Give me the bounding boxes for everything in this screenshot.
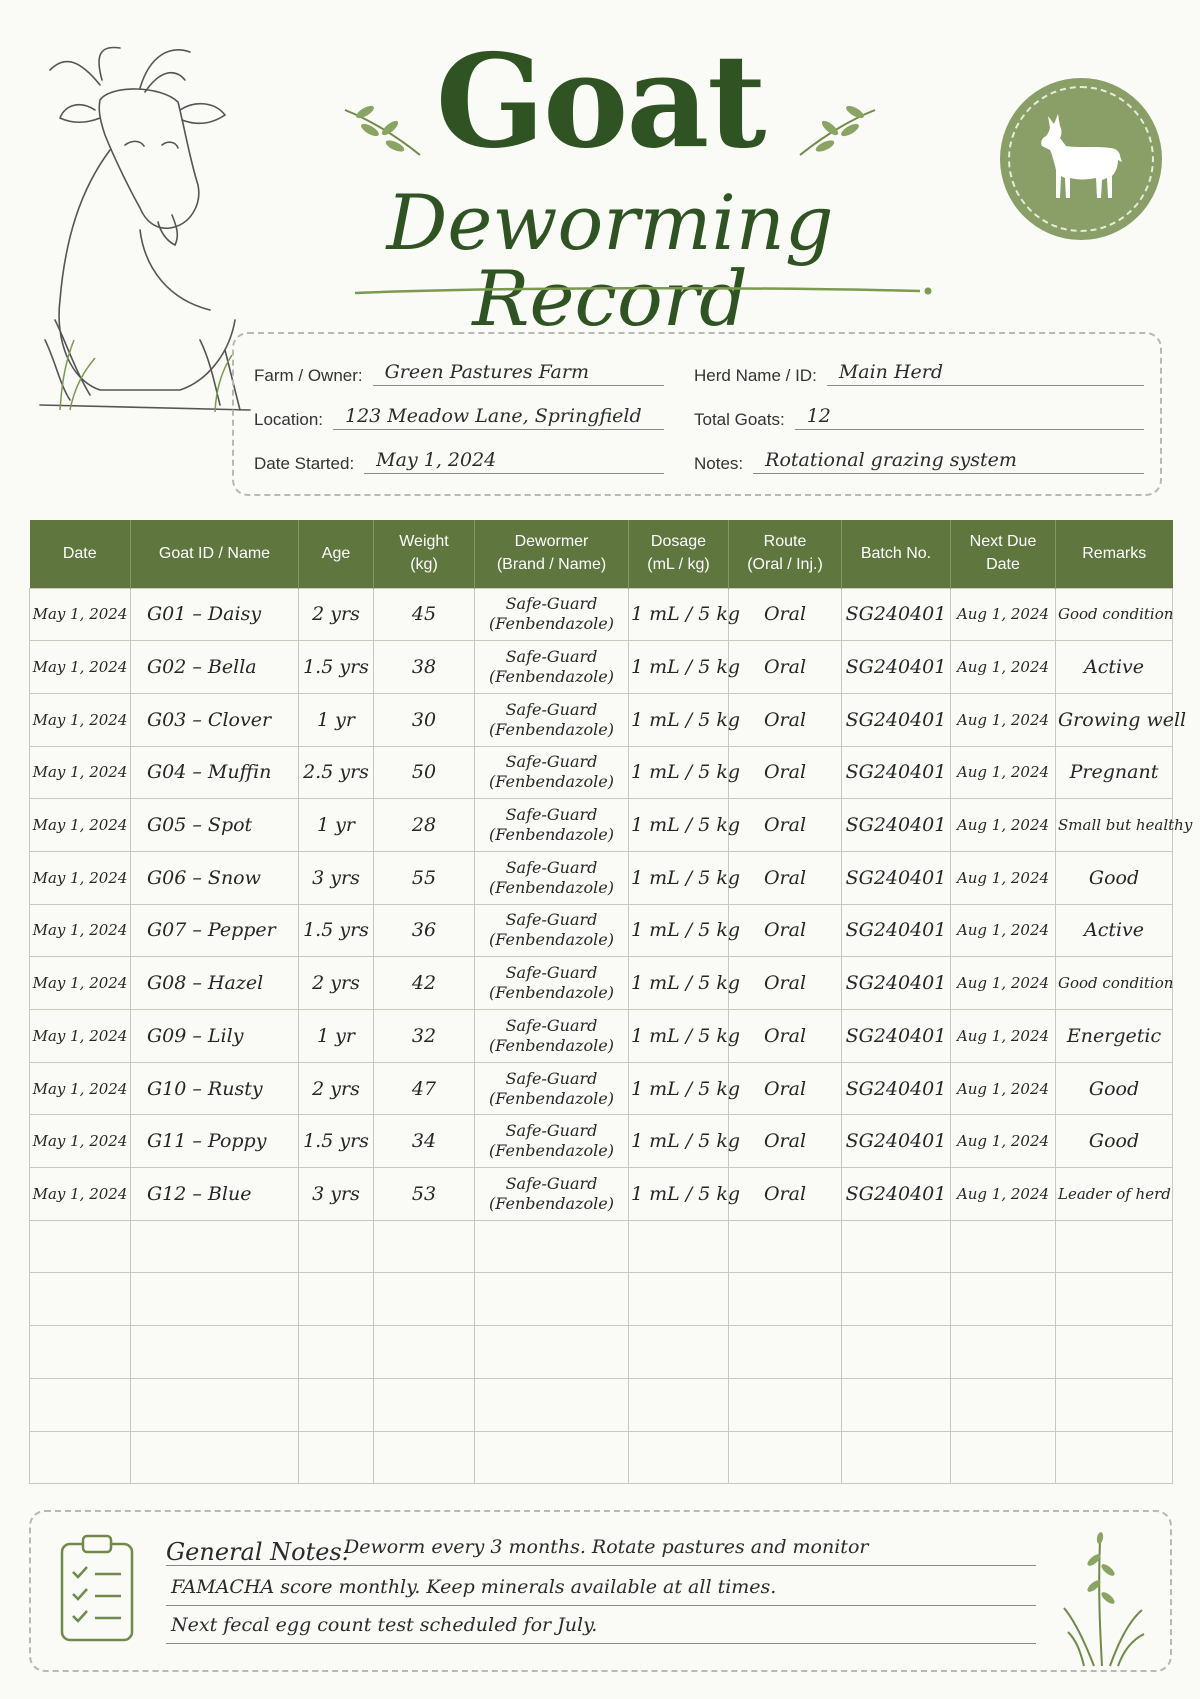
empty-table-row: [30, 1378, 1173, 1431]
cell-date[interactable]: May 1, 2024: [30, 851, 131, 904]
cell-route[interactable]: Oral: [729, 1062, 842, 1115]
cell-next-due[interactable]: Aug 1, 2024: [951, 1168, 1056, 1221]
empty-cell[interactable]: [299, 1326, 374, 1379]
cell-route[interactable]: Oral: [729, 799, 842, 852]
empty-cell[interactable]: [729, 1273, 842, 1326]
cell-dosage[interactable]: 1 mL / 5 kg: [629, 1115, 729, 1168]
cell-dewormer[interactable]: Safe-Guard (Fenbendazole): [475, 957, 629, 1010]
cell-weight[interactable]: 55: [374, 851, 475, 904]
column-header-batch: Batch No.: [842, 520, 951, 588]
table-row: [30, 746, 1173, 799]
date-started-label: Date Started:: [254, 454, 355, 473]
empty-cell[interactable]: [374, 1220, 475, 1273]
table-row: [30, 957, 1173, 1010]
empty-cell[interactable]: [131, 1431, 299, 1484]
empty-cell[interactable]: [374, 1326, 475, 1379]
empty-cell[interactable]: [299, 1378, 374, 1431]
farm-owner-label: Farm / Owner:: [254, 366, 363, 385]
cell-batch[interactable]: SG240401: [842, 693, 951, 746]
empty-cell[interactable]: [475, 1220, 629, 1273]
table-row: [30, 799, 1173, 852]
total-goats-value[interactable]: 12: [795, 405, 1144, 430]
cell-date[interactable]: May 1, 2024: [30, 693, 131, 746]
cell-next-due[interactable]: Aug 1, 2024: [951, 1115, 1056, 1168]
cell-weight[interactable]: 28: [374, 799, 475, 852]
cell-remarks[interactable]: Energetic: [1056, 1010, 1173, 1063]
general-notes-line-2[interactable]: FAMACHA score monthly. Keep minerals available at all times.: [166, 1576, 1036, 1606]
cell-dosage[interactable]: 1 mL / 5 kg: [629, 746, 729, 799]
empty-cell[interactable]: [475, 1326, 629, 1379]
cell-dewormer[interactable]: Safe-Guard (Fenbendazole): [475, 1115, 629, 1168]
cell-batch[interactable]: SG240401: [842, 799, 951, 852]
empty-cell[interactable]: [1056, 1220, 1173, 1273]
cell-next-due[interactable]: Aug 1, 2024: [951, 588, 1056, 641]
general-notes-label: General Notes:: [166, 1538, 350, 1566]
empty-cell[interactable]: [475, 1378, 629, 1431]
empty-cell[interactable]: [629, 1220, 729, 1273]
empty-table-row: [30, 1326, 1173, 1379]
cell-age[interactable]: 2 yrs: [299, 957, 374, 1010]
cell-remarks[interactable]: Leader of herd: [1056, 1168, 1173, 1221]
cell-dewormer[interactable]: Safe-Guard (Fenbendazole): [475, 641, 629, 694]
location-value[interactable]: 123 Meadow Lane, Springfield: [333, 405, 664, 430]
cell-age[interactable]: 1 yr: [299, 693, 374, 746]
cell-weight[interactable]: 32: [374, 1010, 475, 1063]
cell-weight[interactable]: 34: [374, 1115, 475, 1168]
cell-dosage[interactable]: 1 mL / 5 kg: [629, 851, 729, 904]
location-label: Location:: [254, 410, 323, 429]
table-body: [30, 588, 1193, 1484]
column-header-age: Age: [299, 520, 374, 588]
empty-cell[interactable]: [729, 1431, 842, 1484]
cell-batch[interactable]: SG240401: [842, 746, 951, 799]
empty-cell[interactable]: [951, 1273, 1056, 1326]
table-row: [30, 1168, 1173, 1221]
cell-route[interactable]: Oral: [729, 904, 842, 957]
column-header-date: Date: [30, 520, 131, 588]
table-row: [30, 1010, 1173, 1063]
cell-date[interactable]: May 1, 2024: [30, 904, 131, 957]
cell-age[interactable]: 3 yrs: [299, 1168, 374, 1221]
empty-cell[interactable]: [131, 1326, 299, 1379]
cell-date[interactable]: May 1, 2024: [30, 1168, 131, 1221]
cell-next-due[interactable]: Aug 1, 2024: [951, 957, 1056, 1010]
cell-date[interactable]: May 1, 2024: [30, 588, 131, 641]
column-header-next-due: Next Due Date: [951, 520, 1056, 588]
cell-dewormer[interactable]: Safe-Guard (Fenbendazole): [475, 1010, 629, 1063]
cell-age[interactable]: 1.5 yrs: [299, 904, 374, 957]
cell-remarks[interactable]: Active: [1056, 904, 1173, 957]
cell-dosage[interactable]: 1 mL / 5 kg: [629, 957, 729, 1010]
cell-dosage[interactable]: 1 mL / 5 kg: [629, 588, 729, 641]
cell-weight[interactable]: 47: [374, 1062, 475, 1115]
clipboard-checklist-icon: [57, 1532, 137, 1644]
empty-cell[interactable]: [30, 1273, 131, 1326]
cell-batch[interactable]: SG240401: [842, 1168, 951, 1221]
cell-dewormer[interactable]: Safe-Guard (Fenbendazole): [475, 588, 629, 641]
empty-cell[interactable]: [629, 1431, 729, 1484]
cell-remarks[interactable]: Growing well: [1056, 693, 1173, 746]
cell-goat-id[interactable]: G02 – Bella: [131, 641, 299, 694]
cell-next-due[interactable]: Aug 1, 2024: [951, 851, 1056, 904]
empty-cell[interactable]: [629, 1326, 729, 1379]
cell-remarks[interactable]: Pregnant: [1056, 746, 1173, 799]
cell-dosage[interactable]: 1 mL / 5 kg: [629, 1168, 729, 1221]
cell-next-due[interactable]: Aug 1, 2024: [951, 1062, 1056, 1115]
empty-cell[interactable]: [475, 1273, 629, 1326]
cell-age[interactable]: 2.5 yrs: [299, 746, 374, 799]
cell-next-due[interactable]: Aug 1, 2024: [951, 904, 1056, 957]
cell-remarks[interactable]: Good: [1056, 851, 1173, 904]
page-subtitle: Deworming Record: [386, 178, 834, 343]
cell-date[interactable]: May 1, 2024: [30, 1010, 131, 1063]
empty-cell[interactable]: [30, 1378, 131, 1431]
table-header-row: [30, 520, 1173, 588]
empty-table-row: [30, 1220, 1173, 1273]
cell-date[interactable]: May 1, 2024: [30, 1062, 131, 1115]
cell-route[interactable]: Oral: [729, 1168, 842, 1221]
cell-dosage[interactable]: 1 mL / 5 kg: [629, 1010, 729, 1063]
empty-cell[interactable]: [842, 1273, 951, 1326]
cell-route[interactable]: Oral: [729, 641, 842, 694]
general-notes-line-1[interactable]: Deworm every 3 months. Rotate pastures and monitor: [166, 1536, 1036, 1566]
empty-cell[interactable]: [131, 1273, 299, 1326]
column-header-dosage: Dosage (mL / kg): [629, 520, 729, 588]
cell-route[interactable]: Oral: [729, 746, 842, 799]
cell-weight[interactable]: 45: [374, 588, 475, 641]
empty-cell[interactable]: [131, 1220, 299, 1273]
cell-age[interactable]: 1.5 yrs: [299, 1115, 374, 1168]
goat-silhouette-icon: [1028, 106, 1134, 212]
cell-age[interactable]: 1.5 yrs: [299, 641, 374, 694]
empty-cell[interactable]: [842, 1378, 951, 1431]
empty-cell[interactable]: [475, 1431, 629, 1484]
location-field: [254, 400, 664, 430]
herd-name-value[interactable]: Main Herd: [827, 361, 1144, 386]
empty-cell[interactable]: [299, 1431, 374, 1484]
cell-weight[interactable]: 38: [374, 641, 475, 694]
empty-cell[interactable]: [131, 1378, 299, 1431]
cell-weight[interactable]: 42: [374, 957, 475, 1010]
cell-next-due[interactable]: Aug 1, 2024: [951, 1010, 1056, 1063]
herd-name-field: [694, 356, 1144, 386]
notes-field: [694, 444, 1144, 474]
empty-cell[interactable]: [30, 1326, 131, 1379]
general-notes-panel: [29, 1510, 1172, 1672]
table-row: [30, 1115, 1173, 1168]
cell-next-due[interactable]: Aug 1, 2024: [951, 641, 1056, 694]
cell-weight[interactable]: 30: [374, 693, 475, 746]
cell-age[interactable]: 2 yrs: [299, 1062, 374, 1115]
column-header-weight: Weight (kg): [374, 520, 475, 588]
cell-age[interactable]: 2 yrs: [299, 588, 374, 641]
date-started-value[interactable]: May 1, 2024: [364, 449, 664, 474]
cell-age[interactable]: 1 yr: [299, 799, 374, 852]
cell-goat-id[interactable]: G10 – Rusty: [131, 1062, 299, 1115]
date-started-field: [254, 444, 664, 474]
cell-remarks[interactable]: Small but healthy: [1056, 799, 1173, 852]
cell-age[interactable]: 1 yr: [299, 1010, 374, 1063]
cell-batch[interactable]: SG240401: [842, 1115, 951, 1168]
deworming-table: [29, 520, 1193, 1484]
farm-owner-field: [254, 356, 664, 386]
cell-remarks[interactable]: Good condition: [1056, 957, 1173, 1010]
table-row: [30, 693, 1173, 746]
cell-weight[interactable]: 50: [374, 746, 475, 799]
cell-age[interactable]: 3 yrs: [299, 851, 374, 904]
cell-batch[interactable]: SG240401: [842, 588, 951, 641]
empty-cell[interactable]: [299, 1220, 374, 1273]
farm-owner-value[interactable]: Green Pastures Farm: [373, 361, 664, 386]
cell-goat-id[interactable]: G07 – Pepper: [131, 904, 299, 957]
cell-dosage[interactable]: 1 mL / 5 kg: [629, 641, 729, 694]
empty-cell[interactable]: [842, 1326, 951, 1379]
cell-next-due[interactable]: Aug 1, 2024: [951, 799, 1056, 852]
cell-goat-id[interactable]: G03 – Clover: [131, 693, 299, 746]
cell-dewormer[interactable]: Safe-Guard (Fenbendazole): [475, 1062, 629, 1115]
notes-value[interactable]: Rotational grazing system: [753, 449, 1144, 474]
empty-cell[interactable]: [374, 1273, 475, 1326]
herd-name-label: Herd Name / ID:: [694, 366, 817, 385]
empty-cell[interactable]: [951, 1326, 1056, 1379]
cell-goat-id[interactable]: G12 – Blue: [131, 1168, 299, 1221]
empty-cell[interactable]: [374, 1378, 475, 1431]
cell-dewormer[interactable]: Safe-Guard (Fenbendazole): [475, 1168, 629, 1221]
cell-batch[interactable]: SG240401: [842, 904, 951, 957]
cell-dosage[interactable]: 1 mL / 5 kg: [629, 1062, 729, 1115]
cell-next-due[interactable]: Aug 1, 2024: [951, 693, 1056, 746]
empty-cell[interactable]: [1056, 1326, 1173, 1379]
cell-route[interactable]: Oral: [729, 588, 842, 641]
title-underline: [355, 285, 935, 297]
cell-remarks[interactable]: Good condition: [1056, 588, 1173, 641]
cell-goat-id[interactable]: G04 – Muffin: [131, 746, 299, 799]
cell-batch[interactable]: SG240401: [842, 1010, 951, 1063]
cell-route[interactable]: Oral: [729, 1010, 842, 1063]
farm-info-panel: [232, 332, 1162, 496]
cell-goat-id[interactable]: G05 – Spot: [131, 799, 299, 852]
cell-route[interactable]: Oral: [729, 957, 842, 1010]
cell-route[interactable]: Oral: [729, 851, 842, 904]
cell-dewormer[interactable]: Safe-Guard (Fenbendazole): [475, 851, 629, 904]
cell-weight[interactable]: 36: [374, 904, 475, 957]
empty-cell[interactable]: [1056, 1378, 1173, 1431]
cell-next-due[interactable]: Aug 1, 2024: [951, 746, 1056, 799]
notes-label: Notes:: [694, 454, 744, 473]
cell-remarks[interactable]: Good: [1056, 1062, 1173, 1115]
cell-date[interactable]: May 1, 2024: [30, 1115, 131, 1168]
cell-batch[interactable]: SG240401: [842, 1062, 951, 1115]
cell-batch[interactable]: SG240401: [842, 641, 951, 694]
cell-dosage[interactable]: 1 mL / 5 kg: [629, 799, 729, 852]
empty-cell[interactable]: [374, 1431, 475, 1484]
empty-cell[interactable]: [951, 1431, 1056, 1484]
cell-date[interactable]: May 1, 2024: [30, 799, 131, 852]
column-header-dewormer: Dewormer (Brand / Name): [475, 520, 629, 588]
cell-dewormer[interactable]: Safe-Guard (Fenbendazole): [475, 799, 629, 852]
empty-cell[interactable]: [951, 1220, 1056, 1273]
total-goats-label: Total Goats:: [694, 410, 785, 429]
cell-goat-id[interactable]: G08 – Hazel: [131, 957, 299, 1010]
empty-cell[interactable]: [629, 1273, 729, 1326]
cell-dosage[interactable]: 1 mL / 5 kg: [629, 693, 729, 746]
goat-badge: [1000, 78, 1162, 240]
column-header-remarks: Remarks: [1056, 520, 1173, 588]
cell-date[interactable]: May 1, 2024: [30, 957, 131, 1010]
table-row: [30, 851, 1173, 904]
cell-dewormer[interactable]: Safe-Guard (Fenbendazole): [475, 746, 629, 799]
empty-cell[interactable]: [1056, 1431, 1173, 1484]
cell-goat-id[interactable]: G01 – Daisy: [131, 588, 299, 641]
table-row: [30, 1062, 1173, 1115]
cell-remarks[interactable]: Good: [1056, 1115, 1173, 1168]
cell-dosage[interactable]: 1 mL / 5 kg: [629, 904, 729, 957]
empty-table-row: [30, 1431, 1173, 1484]
grass-icon: [1054, 1520, 1150, 1666]
total-goats-field: [694, 400, 1144, 430]
cell-goat-id[interactable]: G11 – Poppy: [131, 1115, 299, 1168]
cell-dewormer[interactable]: Safe-Guard (Fenbendazole): [475, 693, 629, 746]
cell-goat-id[interactable]: G06 – Snow: [131, 851, 299, 904]
empty-cell[interactable]: [729, 1326, 842, 1379]
table-row: [30, 588, 1173, 641]
cell-route[interactable]: Oral: [729, 1115, 842, 1168]
empty-cell[interactable]: [951, 1378, 1056, 1431]
empty-cell[interactable]: [842, 1220, 951, 1273]
empty-cell[interactable]: [729, 1378, 842, 1431]
empty-cell[interactable]: [729, 1220, 842, 1273]
table-row: [30, 904, 1173, 957]
cell-route[interactable]: Oral: [729, 693, 842, 746]
empty-cell[interactable]: [299, 1273, 374, 1326]
column-header-route: Route (Oral / Inj.): [729, 520, 842, 588]
general-notes-line-3[interactable]: Next fecal egg count test scheduled for July.: [166, 1614, 1036, 1644]
cell-weight[interactable]: 53: [374, 1168, 475, 1221]
empty-cell[interactable]: [30, 1431, 131, 1484]
table-row: [30, 641, 1173, 694]
cell-dewormer[interactable]: Safe-Guard (Fenbendazole): [475, 904, 629, 957]
empty-cell[interactable]: [1056, 1273, 1173, 1326]
cell-date[interactable]: May 1, 2024: [30, 641, 131, 694]
empty-table-row: [30, 1273, 1173, 1326]
column-header-goat-id: Goat ID / Name: [131, 520, 299, 588]
cell-batch[interactable]: SG240401: [842, 851, 951, 904]
empty-cell[interactable]: [629, 1378, 729, 1431]
empty-cell[interactable]: [842, 1431, 951, 1484]
empty-cell[interactable]: [30, 1220, 131, 1273]
page-title: Goat: [435, 27, 765, 177]
cell-batch[interactable]: SG240401: [842, 957, 951, 1010]
cell-remarks[interactable]: Active: [1056, 641, 1173, 694]
cell-date[interactable]: May 1, 2024: [30, 746, 131, 799]
cell-goat-id[interactable]: G09 – Lily: [131, 1010, 299, 1063]
